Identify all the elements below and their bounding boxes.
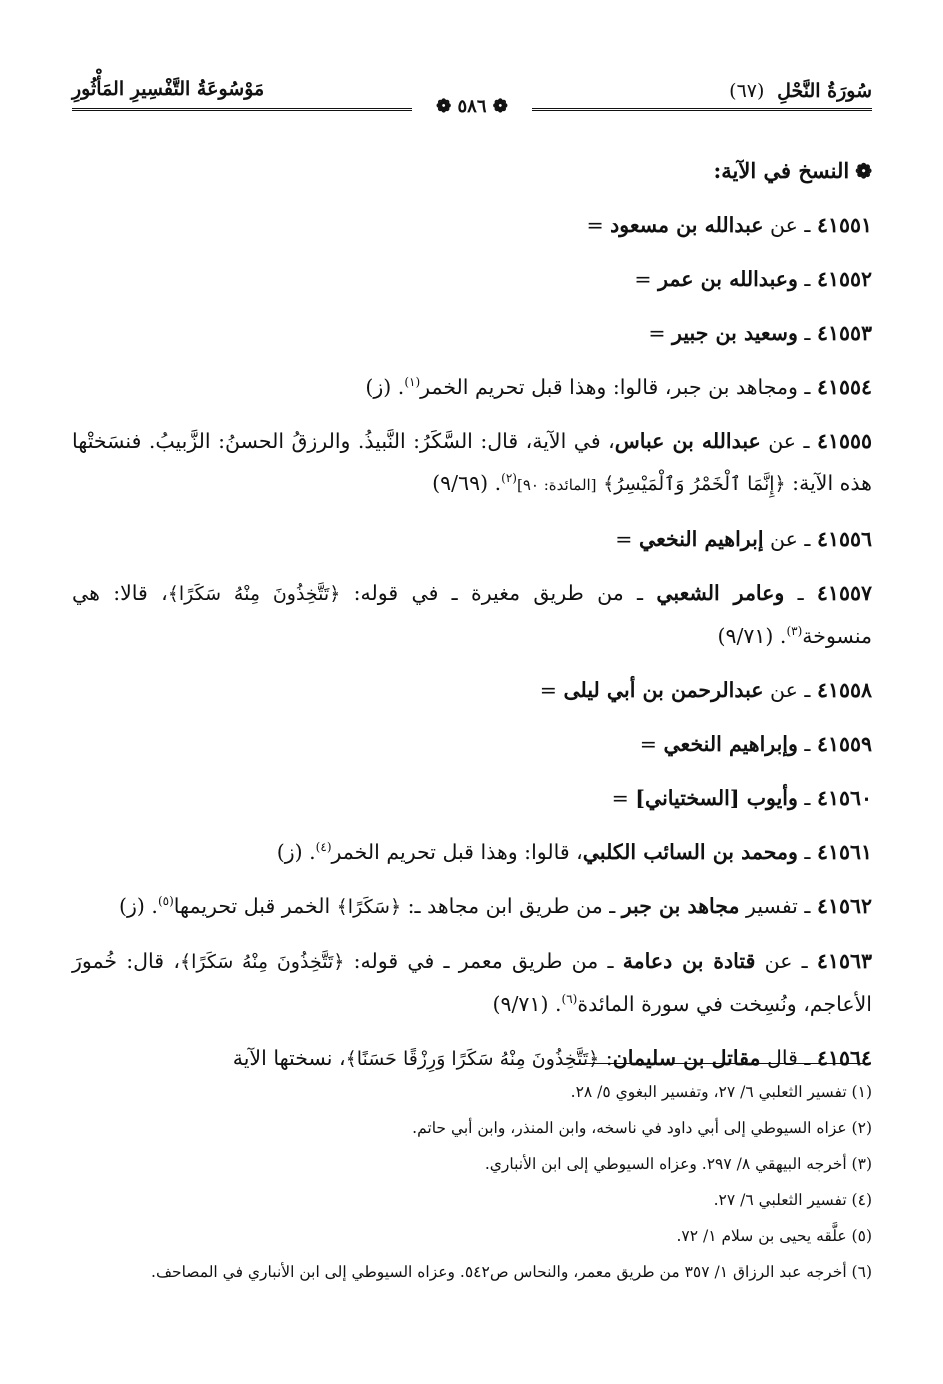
section-heading: ❁النسخ في الآية: [713, 158, 872, 183]
footnote: (٦) أخرجه عبد الرزاق ١/ ٣٥٧ من طريق معمر، والنحاس ص٥٤٢. وعزاه السيوطي إلى ابن الأنباري في المصاحف. [151, 1263, 872, 1281]
narration-entry: ٤١٥٥٥ ـ عن عبدالله بن عباس، في الآية، قال: السَّكَرُ: النَّبيذُ. والرزقُ الحسنُ: الزَّبيبُ. فنسَختْها هذه الآية: ﴿إِنَّمَا ٱلْخَمْرُ وَٱلْمَيْسِرُ﴾ [المائدة: ٩٠]$^{(٢)}$. (٩/٦٩) [72, 429, 872, 495]
footnote-marker: (٣) [786, 624, 803, 639]
narration-entry: ٤١٥٦٠ ـ وأيوب [السختياني] = [611, 786, 872, 810]
narration-entry: ٤١٥٦٣ ـ عن قتادة بن دعامة ـ من طريق معمر ـ في قوله: ﴿تَتَّخِذُونَ مِنْهُ سَكَرًا﴾، قال: خُمورَ الأعاجم، ونُسِخت في سورة المائدة$^{(٦)}$. (٩/٧١) [72, 949, 872, 1016]
footnote-marker: (٢) [501, 471, 517, 486]
volume-page-citation: . (٩/٧١) [717, 624, 787, 648]
narration-entry: ٤١٥٥٧ ـ وعامر الشعبي ـ من طريق مغيرة ـ في قوله: ﴿تَتَّخِذُونَ مِنْهُ سَكَرًا﴾، قالا: هي منسوخة$^{(٣)}$. (٩/٧١) [72, 581, 872, 648]
narration-entry: ٤١٥٦٢ ـ تفسير مجاهد بن جبر ـ من طريق ابن مجاهد ـ: ﴿سَكَرًا﴾ الخمر قبل تحريمها$^{(٥)}$. (ز) [119, 894, 872, 918]
narration-entry: ٤١٥٦١ ـ ومحمد بن السائب الكلبي، قالوا: وهذا قبل تحريم الخمر$^{(٤)}$. (ز) [276, 840, 872, 864]
narration-entry: ٤١٥٥٦ ـ عن إبراهيم النخعي = [615, 527, 872, 551]
narration-entry: ٤١٥٥٣ ـ وسعيد بن جبير = [648, 321, 872, 345]
main-text [72, 150, 872, 1092]
quran-quote: ﴿تَتَّخِذُونَ مِنْهُ سَكَرًا وَرِزْقًا حَسَنًا﴾ [345, 1048, 600, 1070]
footnote: (٤) تفسير الثعلبي ٦/ ٢٧. [713, 1191, 872, 1209]
volume-page-citation: . (٩/٧١) [492, 992, 562, 1016]
footnotes [72, 1078, 872, 1294]
volume-page-citation: . (ز) [119, 894, 158, 918]
footnote-marker: (٤) [315, 840, 332, 855]
volume-page-citation: . (ز) [276, 840, 316, 864]
footnote: (١) تفسير الثعلبي ٦/ ٢٧، وتفسير البغوي ٥/ ٢٨. [570, 1083, 872, 1101]
page-number-ornament-right: ❁ [492, 96, 508, 117]
ayah-number: (٦٧) [729, 80, 765, 102]
running-head-book-title: مَوْسُوعَةُ التَّفْسِيرِ المَأْثُورِ [72, 78, 265, 100]
footnote-marker: (١) [404, 375, 421, 390]
page-number-ornament-left: ❁ [436, 96, 452, 117]
ayah-reference: [المائدة: ٩٠] [516, 476, 597, 494]
narration-entry: ٤١٥٥٩ ـ وإبراهيم النخعي = [639, 732, 872, 756]
footnote-marker: (٦) [561, 992, 578, 1007]
quran-quote: ﴿سَكَرًا﴾ [336, 896, 402, 918]
footnote: (٢) عزاه السيوطي إلى أبي داود في ناسخه، وابن المنذر، وابن أبي حاتم. [412, 1119, 872, 1137]
footnote-separator [575, 1063, 871, 1064]
surah-name: سُورَةُ النَّحْلِ [777, 80, 872, 102]
page-header [72, 76, 872, 116]
quran-quote: ﴿تَتَّخِذُونَ مِنْهُ سَكَرًا﴾ [167, 583, 341, 605]
footnote: (٣) أخرجه البيهقي ٨/ ٢٩٧. وعزاه السيوطي إلى ابن الأنباري. [484, 1155, 872, 1173]
quran-quote: ﴿إِنَّمَا ٱلْخَمْرُ وَٱلْمَيْسِرُ﴾ [603, 473, 786, 495]
page-number: ❁ ٥٨٦ ❁ [436, 96, 508, 117]
narration-entry: ٤١٥٥١ ـ عن عبدالله بن مسعود = [586, 213, 872, 237]
footnote: (٥) علَّقه يحيى بن سلام ١/ ٧٢. [676, 1227, 872, 1245]
volume-page-citation: . (٩/٦٩) [432, 471, 502, 495]
narration-entry: ٤١٥٥٢ ـ وعبدالله بن عمر = [634, 267, 872, 291]
quran-quote: ﴿تَتَّخِذُونَ مِنْهُ سَكَرًا﴾ [179, 951, 345, 973]
header-rule-left [72, 108, 412, 111]
narration-entry: ٤١٥٥٨ ـ عن عبدالرحمن بن أبي ليلى = [539, 678, 872, 702]
running-head-surah [729, 80, 872, 102]
flower-ornament-icon: ❁ [855, 159, 872, 183]
narration-entry: ٤١٥٦٤ ـ قال مقاتل بن سليمان: ﴿تَتَّخِذُونَ مِنْهُ سَكَرًا وَرِزْقًا حَسَنًا﴾، نسختها الآية [232, 1046, 872, 1070]
footnote-marker: (٥) [157, 894, 174, 909]
narration-entry: ٤١٥٥٤ ـ ومجاهد بن جبر، قالوا: وهذا قبل تحريم الخمر$^{(١)}$. (ز) [365, 375, 872, 399]
header-rule-right [532, 108, 872, 111]
